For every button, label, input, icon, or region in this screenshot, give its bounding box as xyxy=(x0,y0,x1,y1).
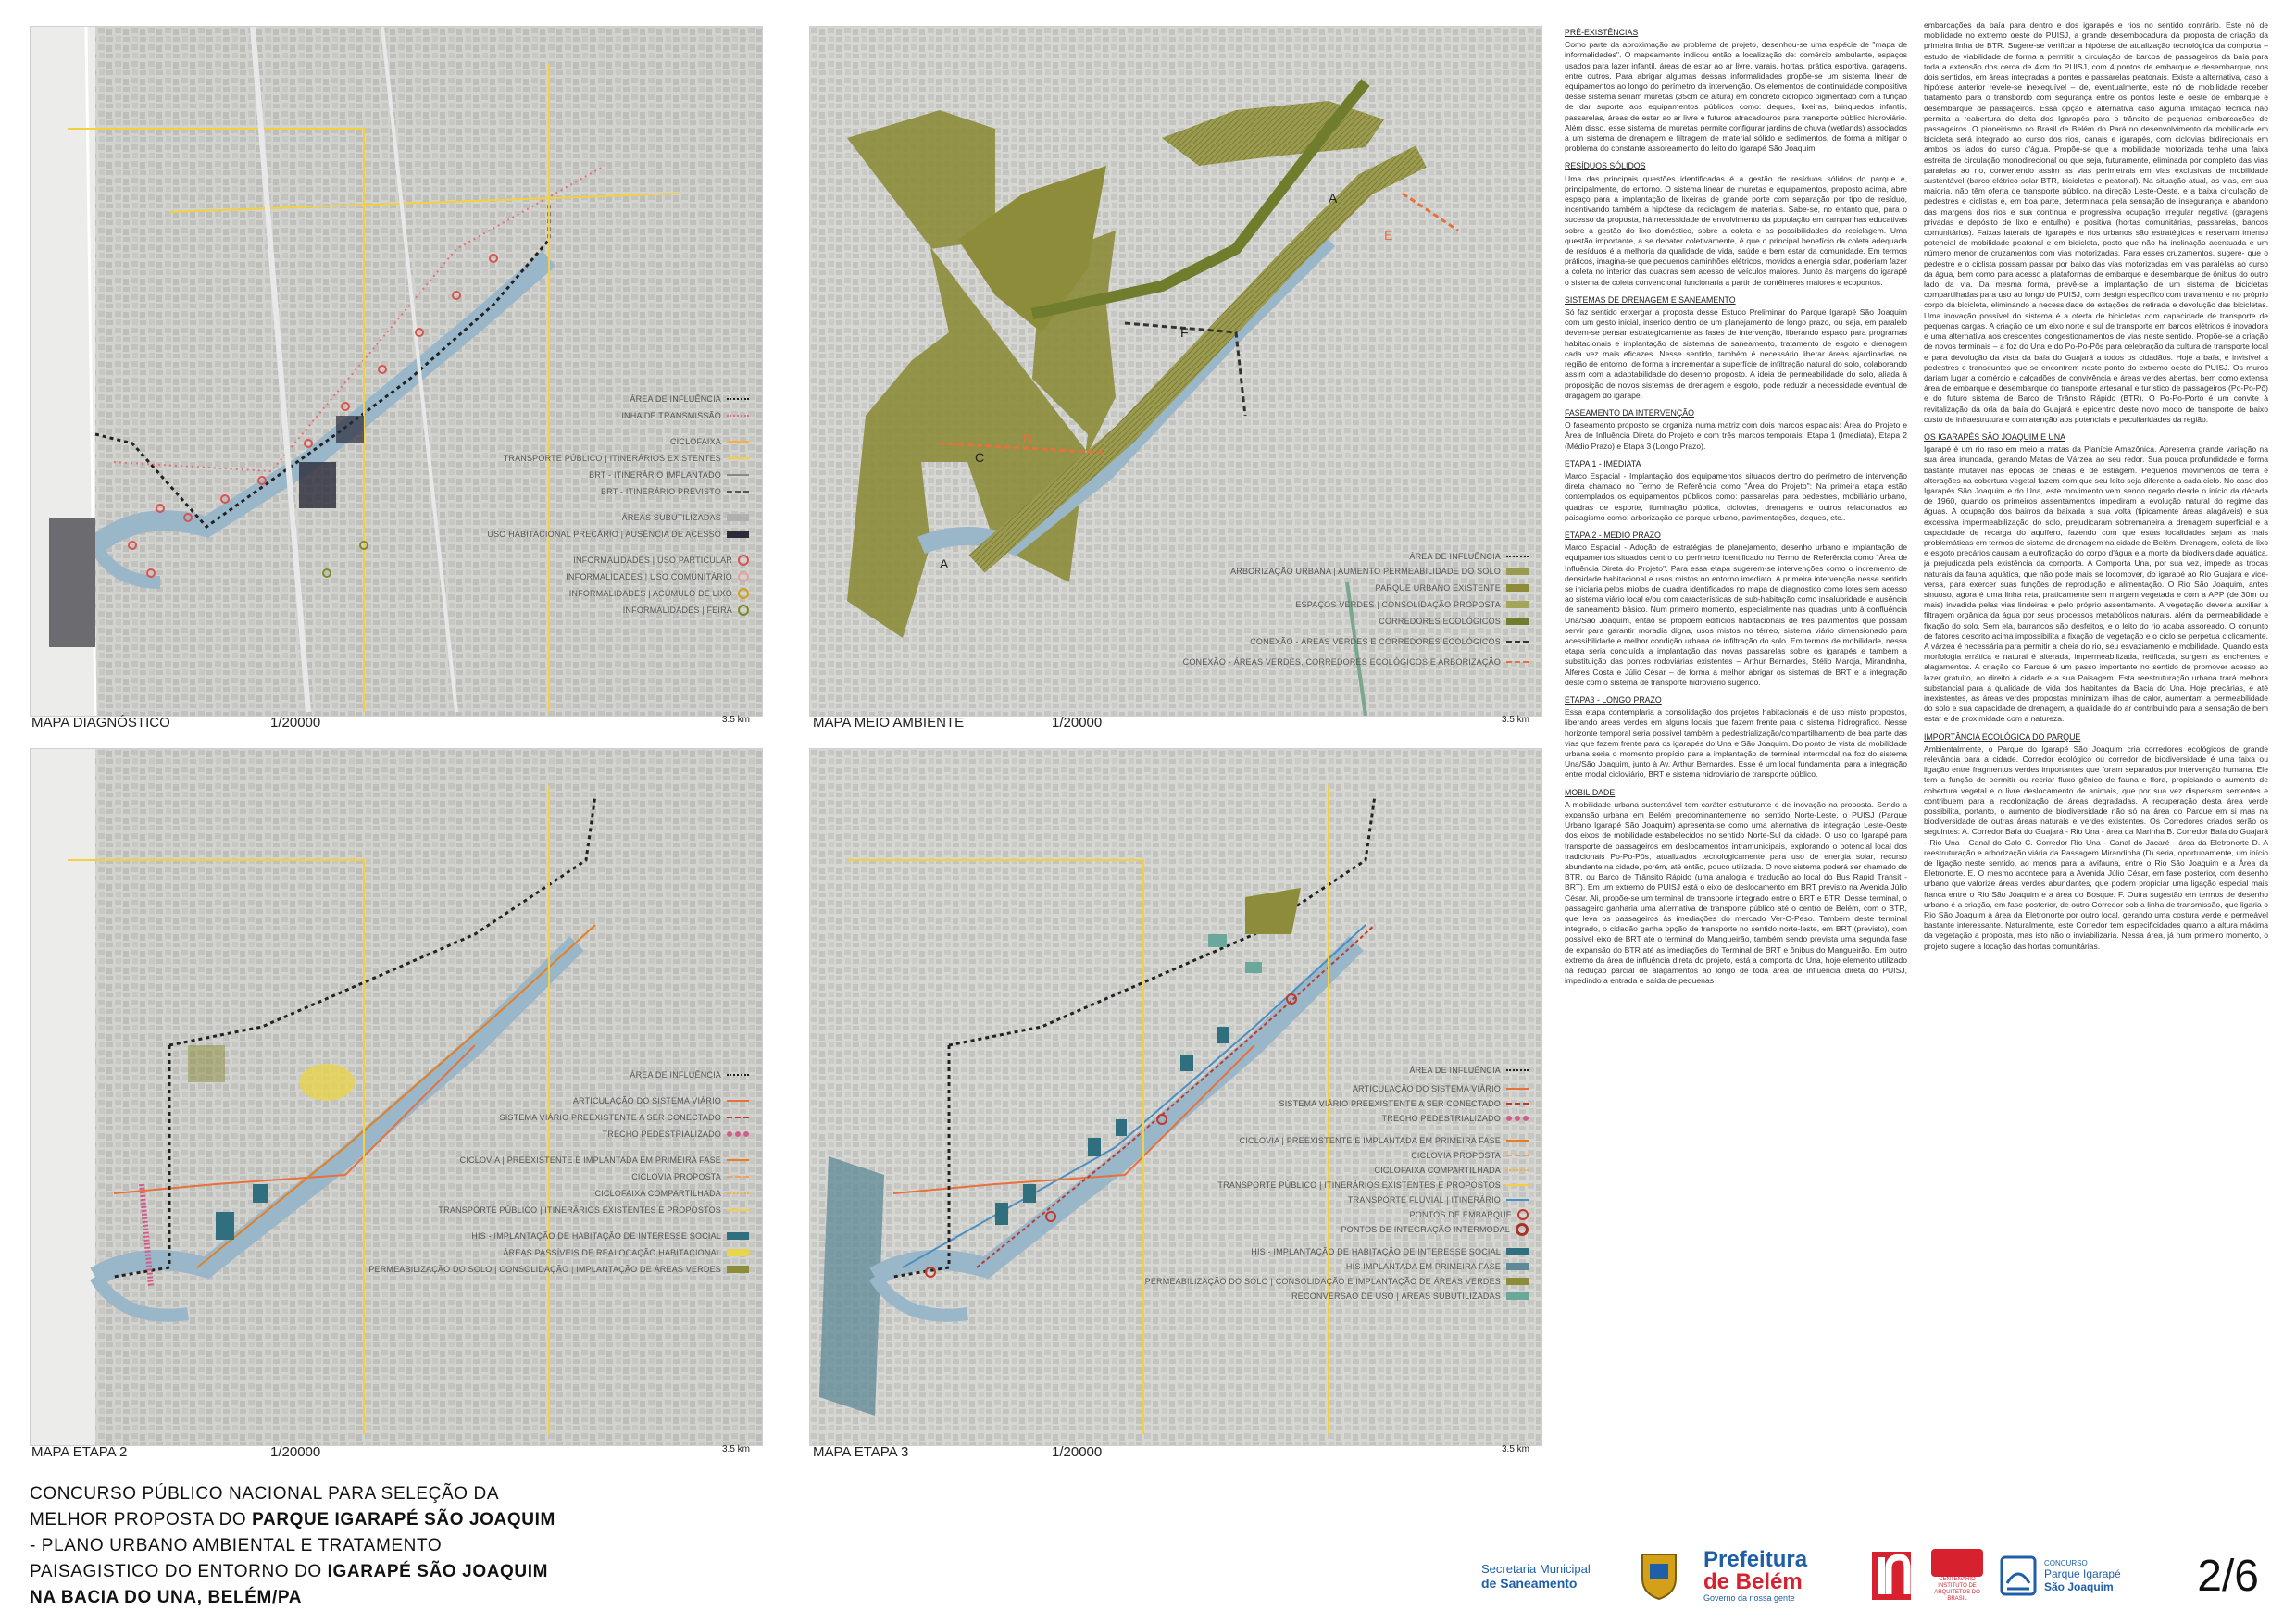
legend-row: CICLOFAIXA COMPARTILHADA xyxy=(1375,1164,1529,1177)
legend-etapa-2 xyxy=(314,1068,749,1439)
competition-title-line: CONCURSO PÚBLICO NACIONAL PARA SELEÇÃO DA xyxy=(30,1484,500,1504)
section-heading: OS IGARAPÉS SÃO JOAQUIM E UNA xyxy=(1924,431,2066,442)
legend-row: INFORMALIDADES | FEIRA xyxy=(623,604,749,617)
legend-row: TRANSPORTE FLUVIAL | ITINERÁRIO xyxy=(1348,1193,1529,1206)
legend-row: TRANSPORTE PÚBLICO | ITINERÁRIOS EXISTENTES xyxy=(504,452,749,465)
logo-concurso-icon xyxy=(2000,1555,2037,1596)
map-diagnostico-scale: 1/20000 xyxy=(270,715,321,730)
legend-row: CICLOFAIXA COMPARTILHADA xyxy=(595,1187,750,1200)
map-diagnostico-title: MAPA DIAGNÓSTICO xyxy=(31,715,170,730)
section-heading: PRÉ-EXISTÊNCIAS xyxy=(1565,28,1639,37)
section-text: Marco Espacial - Implantação dos equipamentos situados dentro do perímetro de intervenção direta chamado no Termo de Referência como "Área do Projeto": Na primeira etapa estão contemplados os equipamentos públicos como: passarelas para pedestres, mobiliário urbano, quadras de esporte, iluminação pública, ciclovias, drenagens e outros relacionados ao paisagismo como: arborização de parque urbano, pavimentações, deques, etc.. xyxy=(1565,470,1907,522)
svg-text:A: A xyxy=(1329,191,1338,206)
legend-row: CICLOVIA | PREEXISTENTE E IMPLANTADA EM PRIMEIRA FASE xyxy=(1240,1134,1529,1147)
legend-row: ÁREA DE INFLUÊNCIA xyxy=(630,1068,749,1081)
svg-text:C: C xyxy=(975,450,985,465)
map-etapa-3 xyxy=(809,748,1542,1446)
logo-secretaria-line: Secretaria Municipal xyxy=(1481,1561,1591,1576)
legend-row: ÁREAS SUBUTILIZADAS xyxy=(622,511,749,524)
logo-brasao xyxy=(1639,1548,1685,1604)
section-text: Como parte da aproximação ao problema de projeto, desenhou-se uma espécie de "mapa de informalidades". O mapeamento indicou então a localização de: comércio ambulante, espaços usados para lazer infantil, áreas de estar ao ar livre, varais, hortas, prática esportiva, garagens, entre outros. Para abrigar algumas dessas informalidades propõe-se um sistema linear de equipamentos ao longo do perímetro da intervenção. Os elementos de continuidade compositiva desse sistema seriam muretas (35cm de altura) em concreto ciclópico pigmentado com a função de dar suporte aos equipamentos públicos como: deques, lixeiras, brinquedos infantis, passarelas, áreas de estar ao ar livre e futuros atracadouros para transporte público hidroviário. Além disso, esse sistema de muretas permite configurar jardins de chuva (wetlands) associados a um sistema de drenagem e filtragem de material sólido e sedimentos, de forma a mitigar o problema do constante assoreamento do leito do Igarapé São Joaquim. xyxy=(1565,40,1907,154)
map-diagnostico xyxy=(30,26,763,717)
section-heading: IMPORTÂNCIA ECOLÓGICA DO PARQUE xyxy=(1924,731,2081,742)
legend-row: INFORMALIDADES | USO PARTICULAR xyxy=(573,554,749,567)
legend-row: CICLOVIA | PREEXISTENTE E IMPLANTADA EM PRIMEIRA FASE xyxy=(460,1154,749,1167)
logo-prefeitura xyxy=(1703,1548,1861,1604)
legend-diagnostico xyxy=(360,393,749,707)
logo-prefeitura-line: Prefeitura xyxy=(1703,1547,1808,1572)
section-heading: MOBILIDADE xyxy=(1565,787,1616,797)
legend-row: RECONVERSÃO DE USO | ÁREAS SUBUTILIZADAS xyxy=(1292,1290,1529,1303)
legend-row: ARBORIZAÇÃO URBANA | AUMENTO PERMEABILIDADE DO SOLO xyxy=(1230,565,1529,578)
legend-row: LINHA DE TRANSMISSÃO xyxy=(617,409,749,422)
logo-prefeitura-line: Governo da nossa gente xyxy=(1703,1593,1795,1603)
logo-secretaria xyxy=(1481,1548,1620,1604)
legend-row: CICLOVIA PROPOSTA xyxy=(1411,1149,1529,1162)
legend-row: CONEXÃO - ÁREAS VERDES, CORREDORES ECOLÓGICOS E ARBORIZAÇÃO xyxy=(1183,655,1529,668)
section-heading: ETAPA3 - LONGO PRAZO xyxy=(1565,694,1662,705)
svg-text:F: F xyxy=(1180,325,1189,340)
legend-row: PARQUE URBANO EXISTENTE xyxy=(1376,581,1529,594)
legend-row: PERMEABILIZAÇÃO DO SOLO | CONSOLIDAÇÃO | IMPLANTAÇÃO DE ÁREAS VERDES xyxy=(368,1263,749,1276)
section-heading: SISTEMAS DE DRENAGEM E SANEAMENTO xyxy=(1565,294,1736,305)
section-text: A mobilidade urbana sustentável tem caráter estruturante e de inovação na proposta. Sendo a expansão urbana em Belém predominantemente no sentido Norte-Leste, o PUISJ (Parque Urbano Igarapé São Joaquim) apresenta-se como uma alternativa de integração Leste-Oeste dos eixos de mobilidade estabelecidos no sentido Norte-Sul da cidade. O uso do Igarapé para transporte de passageiros em deslocamentos intramunicipais, explorando o potencial local dos tradicionais Po-Po-Pôs, atualizados tecnologicamente para uso de energia solar, recurso abundante na cidade, porém, até então, pouco utilizada. O novo sistema poderá ser chamado de BTR, ou Barco de Trânsito Rápido (uma analogia e tradução ao local do Bus Rapid Transit - BRT). Em um extremo do PUISJ está o eixo de deslocamento em BRT previsto na Avenida Júlio César. Ali, propõe-se um terminal de transporte integrado entre o BRT e BTR. Desse terminal, o passageiro ganharia uma alternativa de transporte público até o centro de Belém, com o BTR, que leva os passageiros às imediações do mercado Ver-O-Peso. Também deste terminal integrado, o cidadão ganha opção de transporte no sentido norte-leste, em BRT (previsto), com possível eixo de BRT até o terminal do Mangueirão, também sendo prevista uma segunda fase de expansão do BTR até as imediações do Terminal de BRT e ônibus do Mangueirão. Em outro extremo da área de influência direta do projeto, está a comporta do Una, hoje elemento utilizado na redução parcial de alagamentos ao longo de toda área de influência direta do PUISJ, impedindo a entrada e saída de pequenas xyxy=(1565,799,1907,986)
logo-concurso xyxy=(2000,1548,2148,1604)
legend-row: TRECHO PEDESTRIALIZADO xyxy=(603,1128,749,1141)
legend-row: ARTICULAÇÃO DO SISTEMA VIÁRIO xyxy=(1353,1082,1529,1095)
section-text: Só faz sentido enxergar a proposta desse Estudo Preliminar do Parque Igarapé São Joaquim com um gesto inicial, inserido dentro de um planejamento de longo prazo, ou seja, em paralelo devem-se pensar estrategicamente as fases de intervenção, liberando espaço para programas habitacionais e implantação de sistemas de saneamento, tratamento de esgoto e drenagem cada vez mais eficazes. Nesse sentido, também é necessário liberar áreas ajardinadas na região de entorno, de forma a incrementar a superfície de infiltração natural do solo, colaborando assim com a adaptabilidade do desenho proposto. A ideia de permeabilidade do solo, aliada à proposição de novos sistemas de drenagem e esgoto, pode reduzir a necessidade eventual de dragagem do igarapé. xyxy=(1565,307,1907,400)
competition-title-line: MELHOR PROPOSTA DO PARQUE IGARAPÉ SÃO JOAQUIM xyxy=(30,1510,555,1529)
legend-row: TRANSPORTE PÚBLICO | ITINERÁRIOS EXISTENTES E PROPOSTOS xyxy=(438,1204,749,1217)
legend-row: TRANSPORTE PÚBLICO | ITINERÁRIOS EXISTENTES E PROPOSTOS xyxy=(1217,1179,1529,1192)
competition-title-line: PAISAGISTICO DO ENTORNO DO IGARAPÉ SÃO JOAQUIM xyxy=(30,1562,549,1581)
section-heading: ETAPA 2 - MÉDIO PRAZO xyxy=(1565,530,1661,540)
legend-meio-ambiente xyxy=(1103,550,1529,707)
section-text: Ambientalmente, o Parque do Igarapé São Joaquim cria corredores ecológicos de grande relevância para a cidade. Corredor ecológico ou corredor de biodiversidade é uma faixa ou ligação entre fragmentos verdes importantes que foram separados por intervenção humana. Ele tem a função de permitir ou recriar fluxo gênico de fauna e flora, propiciando o aumento de cobertura vegetal e o livre deslocamento de animais, que por sua vez dispersam sementes e contribuem para a recolonização de áreas degradadas. A recuperação desta área verde possibilita, portanto, o aumento de biodiversidade não só na área do Parque em si mas na biodiversidade de outras áreas naturais e verdes existentes. Os Corredores criados serão os seguintes: A. Corredor Baía do Guajará - Rio Una - área da Marinha B. Corredor Baía do Guajará - Rio Una - Canal do Galo C. Corredor Rio Una - Canal do Jacaré - área da Eletronorte D. A reestruturação e arborização viária da Passagem Mirandinha (D) seria, oportunamente, um início de ligação neste sentido, ao menos para a avifauna, entre o Rio São Joaquim e a Área da Eletronorte. E. O mesmo acontece para a Avenida Júlio César, em fase posterior, com desenho urbano que valorize áreas verdes abundantes, que podem propiciar uma ligação especial mais franca entre o Rio São Joaquim e a área do Bosque. F. Outra sugestão em termos de desenho urbano é a criação, em fase posterior, de outro Corredor sob a linha de transmissão, que ligaria o Rio São Joaquim à área da Eletronorte por outro local, gerando uma costura verde e permeável bastante interessante. Naturalmente, este Corredor tem especificidades quanto a altura máxima da vegetação a proposta, mas isto não o inviabilizaria. Nessa área, já num primeiro momento, o projeto sugere a locação das hortas comunitárias. xyxy=(1924,743,2268,951)
logo-prefeitura-line: de Belém xyxy=(1703,1569,1803,1594)
legend-row: HIS - IMPLANTAÇÃO DE HABITAÇÃO DE INTERESSE SOCIAL xyxy=(471,1230,749,1242)
legend-row: BRT - ITINERÁRIO PREVISTO xyxy=(601,485,749,498)
section-text: O faseamento proposto se organiza numa matriz com dois marcos espaciais: Área do Projeto e Área de Influência Direta do Projeto e com três marcos temporais: Etapa 1 (Imediata), Etapa 2 (Médio Prazo) e Etapa 3 (Longo Prazo). xyxy=(1565,420,1907,451)
map-etapa-2-scale: 1/20000 xyxy=(270,1444,321,1460)
legend-etapa-3 xyxy=(1084,1064,1529,1439)
competition-title-line: - PLANO URBANO AMBIENTAL E TRATAMENTO xyxy=(30,1536,443,1555)
logo-iab-symbol xyxy=(1870,1548,1916,1604)
section-text: Igarapé é um rio raso em meio a matas da Planície Amazônica. Apresenta grande variação na sua área inundada, gerando Matas de Várzea ao seu redor. Sua pouca profundidade e forma bastante mutável nas épocas de cheias e de estiagem. Pequenos movimentos de terra e alterações na cobertura vegetal fazem com que seu leito seja diferente a cada ciclo. No caso dos Igarapés São Joaquim e do Una, este movimento vem sendo negado desde o início da década de 1960, quando os primeiros assentamentos impediram a evolução natural do regime das águas. A ocupação dos bairros da baixada a sua volta (tipicamente áreas alagáveis) e sua excessiva impermeabilização do solo, prejudicaram sobremaneira a drenagem superficial e a capacidade de recarga do aquífero, fazendo com que estas localidades sejam as mais problemáticas em termos de sistema de drenagem na cidade de Belém. Drenagem, coleta de lixo e esgoto precários causam a eutrofização do corpo d'água e a morte da biodiversidade aquática, já prejudicada pela existência da comporta. A Comporta Una, por sua vez, impede as trocas naturais da fauna aquática, que não pode mais se locomover, do igarapé ao Rio Guajará e vice-versa, para exercer suas funções de reprodução e alimentação. O Rio São Joaquim, antes sinuoso, agora é uma linha reta, praticamente sem margem vegetada e com a APP (de 30m ou mais) invadida pelas vias lindeiras e pelo próprio assentamento. A vegetação deveria auxiliar a filtragem orgânica da água por seus processos metabólicos naturais, além da permeabilidade e fixação do solo. Sem ela, barrancos são desfeitos, e o leito do rio acaba assoreado. O conjunto de fatores descrito acima impossibilita a fixação de vegetação e o ciclo se perpetua ciclicamente. A várzea é necessária para permitir a cheia do rio, seu esvaziamento e mobilidade. Quando esta morfologia errática e natural é alterada, impermeabilizada, retificada, surgem as enchentes e alagamentos. A criação do Parque é um passo importante no sentido de promover acesso ao lazer gratuito, ao direito à cidade e a sua Paisagem. Esta reestruturação urbana trará melhora substancial para a qualidade de vida dos habitantes da Bacia do Una. Hoje precárias, e até inexistentes, as áreas verdes propostas minimizam ilhas de calor, aumentam a permeabilidade do solo e sua capacidade de drenagem, a qualidade do ar contribuindo para a sensação de bem estar e de proximidade com a natureza. xyxy=(1924,444,2268,724)
svg-text:E: E xyxy=(1384,228,1393,243)
legend-row: ÁREA DE INFLUÊNCIA xyxy=(1409,1064,1529,1077)
legend-row: ESPAÇOS VERDES | CONSOLIDAÇÃO PROPOSTA xyxy=(1295,598,1529,611)
legend-row: HIS - IMPLANTAÇÃO DE HABITAÇÃO DE INTERESSE SOCIAL xyxy=(1251,1245,1529,1258)
map-etapa-3-scale: 1/20000 xyxy=(1052,1444,1103,1460)
legend-row: SISTEMA VIÁRIO PREEXISTENTE A SER CONECTADO xyxy=(1279,1097,1529,1110)
legend-row: ARTICULAÇÃO DO SISTEMA VIÁRIO xyxy=(573,1094,749,1107)
section-heading: FASEAMENTO DA INTERVENÇÃO xyxy=(1565,407,1694,418)
map-meio-ambiente-distance: 3.5 km xyxy=(1502,715,1530,725)
section-text: Essa etapa contemplaria a consolidação dos projetos habitacionais e de uso misto propostos, liberando áreas verdes em alguns locais que fazem frente para o sistema hidrográfico. Nesse horizonte temporal seria possível também a pedestrialização/compartilhamento de boa parte das vias que fazem frente para os igarapés do Una e São Joaquim. Do ponto de vista da mobilidade urbana seria o momento propício para a implantação de terminal intermodal na foz do sistema Una/São Joaquim, junto à Av. Arthur Bernardes. Esse é um local fundamental para a integração entre modal cicloviário, BRT e sistema hidroviário de transporte público. xyxy=(1565,707,1907,780)
legend-row: ÁREAS PASSÍVEIS DE REALOCAÇÃO HABITACIONAL xyxy=(503,1246,749,1259)
competition-title-line: NA BACIA DO UNA, BELÉM/PA xyxy=(30,1588,303,1607)
map-etapa-2-title: MAPA ETAPA 2 xyxy=(31,1444,128,1460)
legend-row: CORREDORES ECOLÓGICOS xyxy=(1379,615,1529,628)
map-etapa-3-distance: 3.5 km xyxy=(1502,1444,1530,1454)
map-etapa-2 xyxy=(30,748,763,1446)
legend-row: TRECHO PEDESTRIALIZADO xyxy=(1382,1112,1529,1125)
section-heading: RESÍDUOS SÓLIDOS xyxy=(1565,161,1646,171)
legend-row: CICLOVIA PROPOSTA xyxy=(631,1170,749,1183)
legend-row: HIS IMPLANTADA EM PRIMEIRA FASE xyxy=(1346,1260,1529,1273)
map-meio-ambiente-title: MAPA MEIO AMBIENTE xyxy=(813,715,965,730)
logo-secretaria-line: de Saneamento xyxy=(1481,1575,1578,1591)
page-number: 2/6 xyxy=(2197,1552,2259,1601)
text-column-1 xyxy=(1565,20,1907,1474)
section-text: Marco Espacial - Adoção de estratégias de planejamento, desenho urbano e implantação de equipamentos situados dentro do perímetro identificado no Termo de Referência como "Área de Influência Direta do Projeto". Para essa etapa sugerem-se intervenções como o incremento de densidade habitacional e usos mistos no entorno imediato. A primeira intervenção nesse sentido se iniciaria pelos miolos de quadra identificados no mapa de diagnóstico como lotes sem acesso ao sistema viário local e/ou com características de sub-habitação como insalubridade e ausência de saneamento básico. Num primeiro momento, especialmente nas quadras junto à confluência Una/São Joaquim, então se propõem edifícios habitacionais de três pavimentos que possam servir para garantir moradia digna, usos mistos no térreo, sistema viário dimensionado para acessibilidade e melhor condição urbana de infiltração do solo. Em termos de mobilidade, nessa etapa seria concluída a implantação das novas passarelas sobre os igarapés e também a substituição das pontes rodoviárias existentes – Arthur Bernardes, Stélio Maroja, Mirandinha, Alferes Costa e Júlio César – de forma a melhor abrigar os sistemas de BRT e a integração deste com o sistema de transporte hidroviário sugerido. xyxy=(1565,543,1907,687)
svg-text:A: A xyxy=(940,556,949,571)
competition-title xyxy=(30,1481,696,1611)
map-etapa-3-title: MAPA ETAPA 3 xyxy=(813,1444,909,1460)
section-text: embarcações da baía para dentro e dos igarapés e rios no sentido contrário. Este nó de mobilidade no extremo oeste do PUISJ, a grande desembocadura da proposta de criação da primeira linha de BTR. Sugere-se verificar a hipótese de atualização tecnológica da comporta – estudo de viabilidade de forma a permitir a circulação de barcos de passageiros da baía para toda a extensão dos cerca de 4km do PUISJ, com 4 pontos de embarque e desembarque, nos dois sentidos, em áreas integradas a pontes e passarelas peatonais. Existe a alternativa, caso a hipótese anterior revele-se inexequível – de, eventualmente, este nó de mobilidade receber tratamento para o transbordo com segurança entre os pontos leste e oeste de embarque e desembarque de passageiros. Essa opção é alternativa caso alguma limitação técnica não permita a reabertura do delta dos Igarapés para o trânsito de pequenas embarcações de passageiros. O pioneirismo no Brasil de Belém do Pará no desenvolvimento da mobilidade em bicicleta será integrado ao curso dos rios, canais e igarapés, com ciclovias bidirecionais em ambos os lados do curso d'água. Propõe-se que a mobilidade motorizada tenha uma faixa estreita de circulação monodirecional ou que seja, futuramente, eliminada por completo das vias paralelas ao rio, convertendo assim as vias perimetrais em vias exclusivas de mobilidade sustentável (barco elétrico solar BTR, bicicletas e peatonal). Na situação atual, as vias, em sua maioria, não têm oferta de transporte público, na direção Leste-Oeste, e a baixa circulação de pedestres e ciclistas é, em boa parte, determinada pela sensação de insegurança e abandono das margens dos rios e sua contínua e progressiva ocupação irregular negativa (garagens privadas e depósito de lixo e entulho) e positiva (hortas comunitárias, passarelas, bancos comunitários). Faixas laterais de igarapés e rios urbanos são estratégicas e reservam imenso potencial de mobilidade peatonal e em bicicleta, posto que não há inclinação acentuada e um número menor de cruzamentos com vias motorizadas. Para esses cruzamentos, sugere- que o pedestre e o ciclista possam passar por baixo das vias motorizadas em vias paralelas ao curso da água, bem como para acesso a plataformas de embarque e desembarque de ônibus do outro lado da via. Da mesma forma, prevê-se a implantação de um sistema de bicicletas compartilhadas para uso ao longo do PUISJ, com design específico com travamento e no próprio corpo da bicicleta, eliminando a necessidade de estações de retirada e devolução das bicicletas. Uma inovação possível do sistema é a oferta de bicicletas com capacidade de transporte de pequenas cargas. A criação de um eixo norte e sul de transporte em barcos elétricos é inovadora e uma alternativa aos crescentes congestionamentos de vias neste sentido. Propõe-se a criação de novos terminais – a foz do Una e do Po-Po-Pôs para celebração da cultura de transporte local e para devolução da vista da baía do Guajará a todos os cidadãos. Hoje a baía, é invisível a pedestres e transeuntes que se encontrem neste ponto do extremo oeste do PUISJ. Os muros dariam lugar a comércio e calçadões de convivência e áreas verdes abertas, bem como extensa área de embarque e desembarque do transporte artesanal e turístico de passageiros (Po-Po-Pô) e do futuro sistema de Barco de Trânsito Rápido (BTR). O Po-Po-Porto é um convite à revitalização da orla da baía do Guajará e epicentro deste novo modo de transporte de baixo custo de infraestrutura e com atenção aos potenciais e peculiaridades da região. xyxy=(1924,20,2268,424)
legend-row: ÁREA DE INFLUÊNCIA xyxy=(1409,550,1529,563)
section-text: Uma das principais questões identificadas é a gestão de resíduos sólidos do parque e, principalmente, do entorno. O sistema linear de muretas e equipamentos, proposto acima, abre espaço para a implantação de lixeiras de grande porte com separação por tipo de resíduo, incentivando também a hipótese da reciclagem de materiais. Sabe-se, no entanto que, para o sucesso da proposta, há necessidade de envolvimento da população em campanhas educativas sobre a gestão do lixo doméstico, sobre a coleta e as possibilidades da reciclagem. Uma questão importante, a se debater coletivamente, é que o principal benefício da coleta adequada de resíduos é a melhoria da qualidade de vida, saúde e bem estar da comunidade. Em termos práticos, imagina-se que pequenos caminhões elétricos, movidos a energia solar, poderiam fazer a coleta no interior das quadras sem acesso de veículos maiores. Junto às margens do igarapé o sistema de coleta convencional funcionaria a partir de contêineres maiores e ecopontos. xyxy=(1565,173,1907,287)
logo-concurso-line: CONCURSO xyxy=(2044,1558,2088,1567)
section-heading: ETAPA 1 - IMEDIATA xyxy=(1565,458,1641,468)
text-column-2 xyxy=(1924,20,2268,1474)
legend-row: ÁREA DE INFLUÊNCIA xyxy=(630,393,749,406)
logo-iab xyxy=(1928,1548,1987,1604)
legend-row: SISTEMA VIÁRIO PREEXISTENTE A SER CONECTADO xyxy=(500,1111,749,1124)
legend-row: INFORMALIDADES | USO COMUNITÁRIO xyxy=(566,570,749,583)
map-meio-ambiente-scale: 1/20000 xyxy=(1052,715,1103,730)
legend-row: PONTOS DE INTEGRAÇÃO INTERMODAL xyxy=(1341,1223,1529,1236)
map-etapa-2-distance: 3.5 km xyxy=(722,1444,751,1454)
map-meio-ambiente xyxy=(809,26,1542,717)
svg-text:D: D xyxy=(1023,431,1033,446)
legend-row: USO HABITACIONAL PRECÁRIO | AUSÊNCIA DE ACESSO xyxy=(487,528,749,541)
legend-row: CONEXÃO - ÁREAS VERDES E CORREDORES ECOLÓGICOS xyxy=(1250,635,1529,648)
map-diagnostico-distance: 3.5 km xyxy=(722,715,751,725)
legend-row: PERMEABILIZAÇÃO DO SOLO | CONSOLIDAÇÃO E IMPLANTAÇÃO DE ÁREAS VERDES xyxy=(1145,1275,1529,1288)
legend-row: CICLOFAIXA xyxy=(670,435,749,448)
logo-iab-centenario-icon xyxy=(1931,1549,1983,1577)
logo-concurso-line: São Joaquim xyxy=(2044,1579,2114,1593)
logo-iab-text: CENTENÁRIO INSTITUTO DE ARQUITETOS DO BRASIL xyxy=(1934,1577,1980,1602)
legend-row: INFORMALIDADES | ACÚMULO DE LIXO xyxy=(569,587,749,600)
legend-row: BRT - ITINERÁRIO IMPLANTADO xyxy=(589,468,749,481)
legend-row: PONTOS DE EMBARQUE xyxy=(1410,1208,1529,1221)
logo-concurso-line: Parque Igarapé xyxy=(2044,1567,2121,1580)
